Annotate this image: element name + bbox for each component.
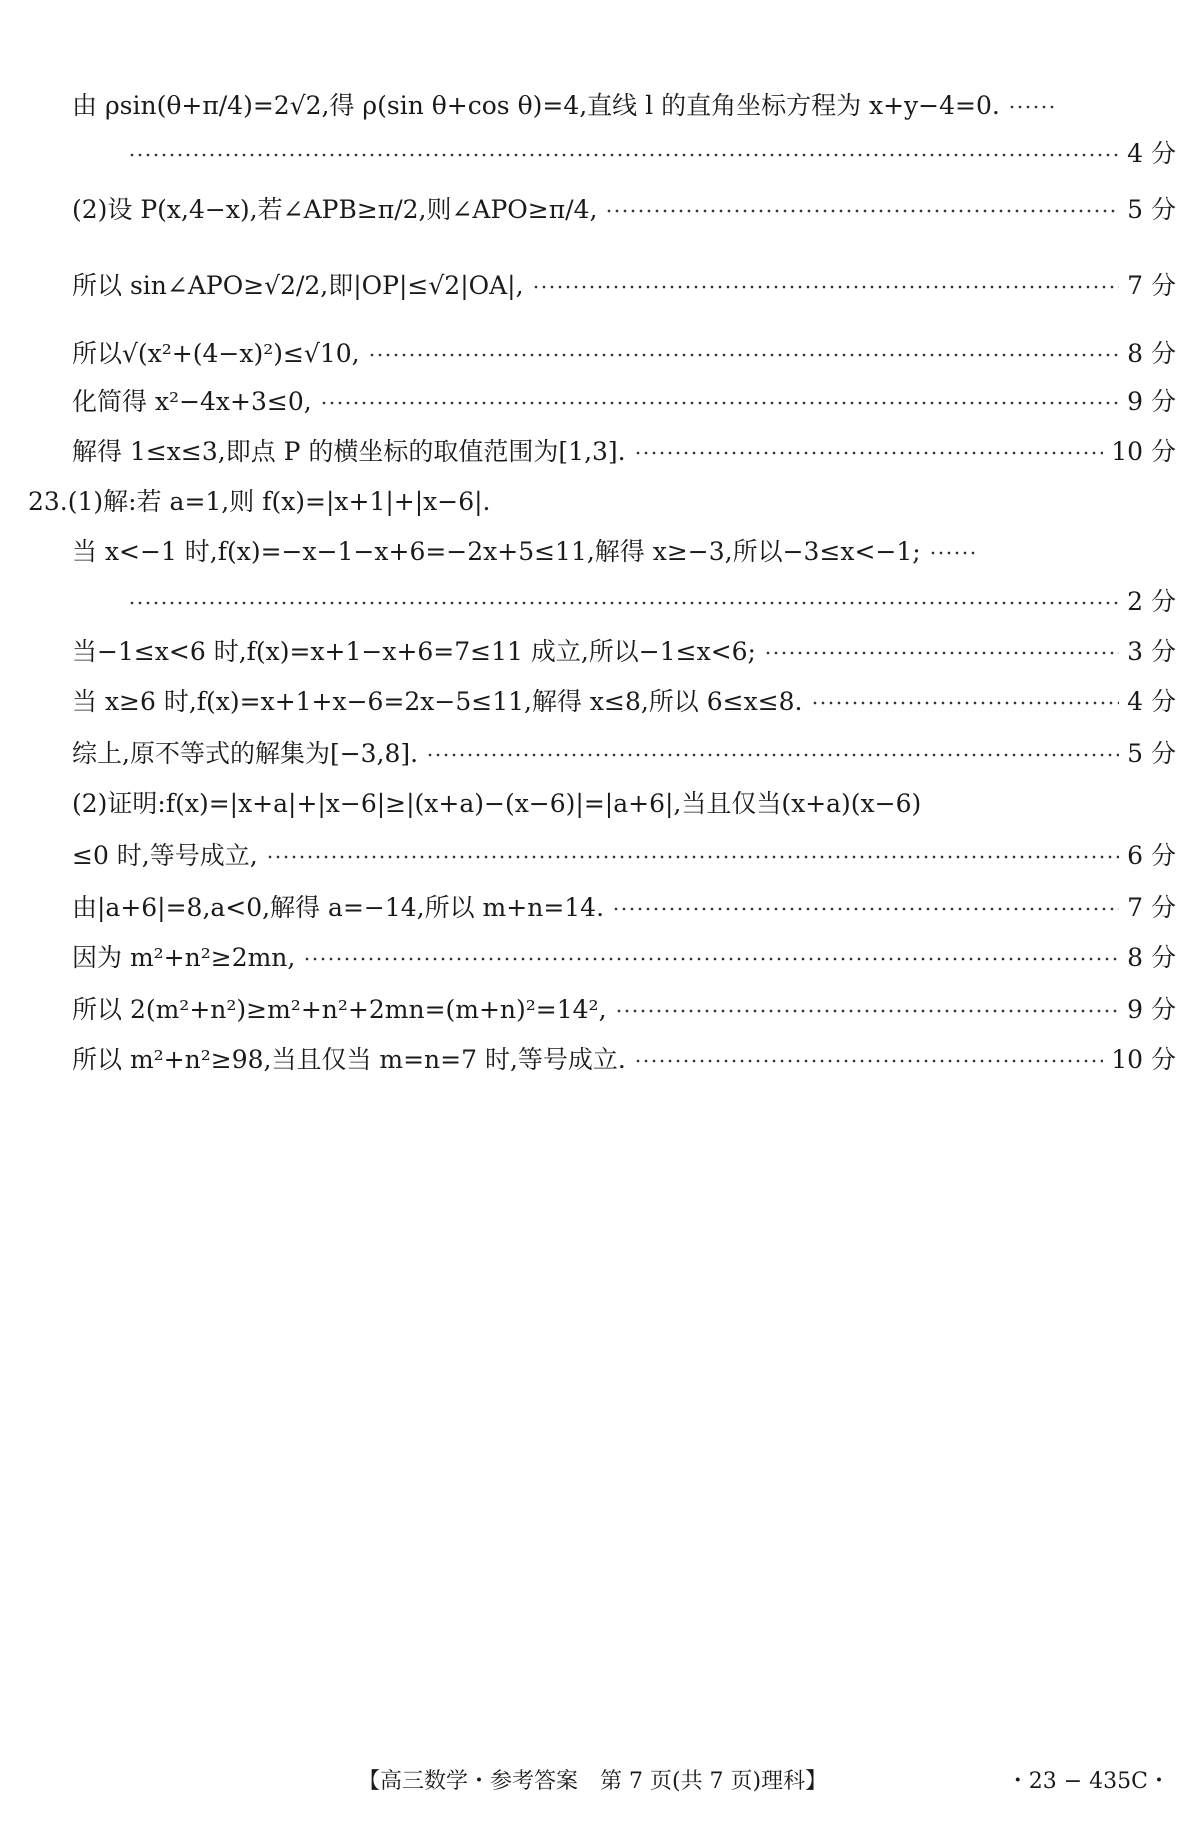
- solution-line-15: [72, 832, 1176, 876]
- line-text: 综上,原不等式的解集为[−3,8].: [72, 739, 419, 768]
- dot-leader: [612, 906, 1119, 912]
- line-text: 因为 m²+n²≥2mn,: [72, 943, 296, 972]
- solution-line-11: [72, 628, 1176, 672]
- solution-line-9: [72, 528, 1176, 572]
- problem-23-heading: [28, 478, 1176, 522]
- line-text: 化简得 x²−4x+3≤0,: [72, 387, 312, 416]
- solution-line-16: [72, 884, 1176, 928]
- line-text: 当 x≥6 时,f(x)=x+1+x−6=2x−5≤11,解得 x≤8,所以 6≤x≤8.: [72, 687, 803, 716]
- solution-line-1: [72, 82, 1176, 126]
- solution-line-19: [72, 1036, 1176, 1080]
- solution-line-14: [72, 780, 1176, 824]
- line-text: 当 x<−1 时,f(x)=−x−1−x+6=−2x+5≤11,解得 x≥−3,所以−3≤x<−1;: [72, 537, 921, 566]
- dot-leader: [320, 400, 1119, 406]
- footer-page-info: 【高三数学・参考答案 第 7 页(共 7 页)理科】: [358, 1769, 828, 1794]
- dot-leader: [128, 152, 1119, 158]
- score-label: 4 分: [1127, 687, 1176, 716]
- dot-leader: [426, 752, 1119, 758]
- line-text: 所以√(x²+(4−x)²)≤√10,: [72, 339, 360, 368]
- line-text: 所以 2(m²+n²)≥m²+n²+2mn=(m+n)²=14²,: [72, 995, 607, 1024]
- score-label: 6 分: [1127, 841, 1176, 870]
- solution-line-4: [72, 262, 1176, 306]
- solution-line-18: [72, 986, 1176, 1030]
- solution-line-10: [120, 578, 1176, 622]
- footer-code: ・23 − 435C・: [1006, 1769, 1170, 1794]
- line-text: 当−1≤x<6 时,f(x)=x+1−x+6=7≤11 成立,所以−1≤x<6;: [72, 637, 756, 666]
- score-label: 7 分: [1127, 271, 1176, 300]
- dot-leader: [266, 854, 1119, 860]
- line-text: 23.(1)解:若 a=1,则 f(x)=|x+1|+|x−6|.: [28, 487, 491, 516]
- dot-leader: [303, 956, 1119, 962]
- score-label: 9 分: [1127, 387, 1176, 416]
- score-label: 8 分: [1127, 339, 1176, 368]
- dot-leader: [929, 550, 977, 556]
- score-label: 2 分: [1127, 587, 1176, 616]
- solution-line-6: [72, 378, 1176, 422]
- dot-leader: [615, 1008, 1120, 1014]
- score-label: 4 分: [1127, 139, 1176, 168]
- score-label: 5 分: [1127, 739, 1176, 768]
- solution-line-13: [72, 730, 1176, 774]
- score-label: 5 分: [1127, 195, 1176, 224]
- solution-line-3: [72, 186, 1176, 230]
- dot-leader: [764, 650, 1119, 656]
- score-label: 10 分: [1111, 1045, 1176, 1074]
- solution-line-2: [120, 130, 1176, 174]
- line-text: 由|a+6|=8,a<0,解得 a=−14,所以 m+n=14.: [72, 893, 605, 922]
- line-text: 所以 sin∠APO≥√2/2,即|OP|≤√2|OA|,: [72, 271, 524, 300]
- dot-leader: [634, 1058, 1103, 1064]
- line-text: 由 ρsin(θ+π/4)=2√2,得 ρ(sin θ+cos θ)=4,直线 l 的直角坐标方程为 x+y−4=0.: [72, 91, 1000, 120]
- dot-leader: [634, 450, 1104, 456]
- page-footer: [0, 1764, 1200, 1800]
- line-text: ≤0 时,等号成立,: [72, 841, 258, 870]
- line-text: (2)设 P(x,4−x),若∠APB≥π/2,则∠APO≥π/4,: [72, 195, 598, 224]
- dot-leader: [532, 284, 1120, 290]
- dot-leader: [1008, 104, 1056, 110]
- score-label: 7 分: [1127, 893, 1176, 922]
- dot-leader: [605, 208, 1119, 214]
- solution-line-7: [72, 428, 1176, 472]
- line-text: 所以 m²+n²≥98,当且仅当 m=n=7 时,等号成立.: [72, 1045, 626, 1074]
- dot-leader: [811, 700, 1120, 706]
- line-text: (2)证明:f(x)=|x+a|+|x−6|≥|(x+a)−(x−6)|=|a+6|,当且仅当(x+a)(x−6): [72, 789, 922, 818]
- dot-leader: [368, 352, 1120, 358]
- line-text: 解得 1≤x≤3,即点 P 的横坐标的取值范围为[1,3].: [72, 437, 626, 466]
- dot-leader: [128, 600, 1119, 606]
- score-label: 10 分: [1111, 437, 1176, 466]
- solution-line-17: [72, 934, 1176, 978]
- score-label: 9 分: [1127, 995, 1176, 1024]
- solution-line-12: [72, 678, 1176, 722]
- score-label: 8 分: [1127, 943, 1176, 972]
- solution-line-5: [72, 330, 1176, 374]
- score-label: 3 分: [1127, 637, 1176, 666]
